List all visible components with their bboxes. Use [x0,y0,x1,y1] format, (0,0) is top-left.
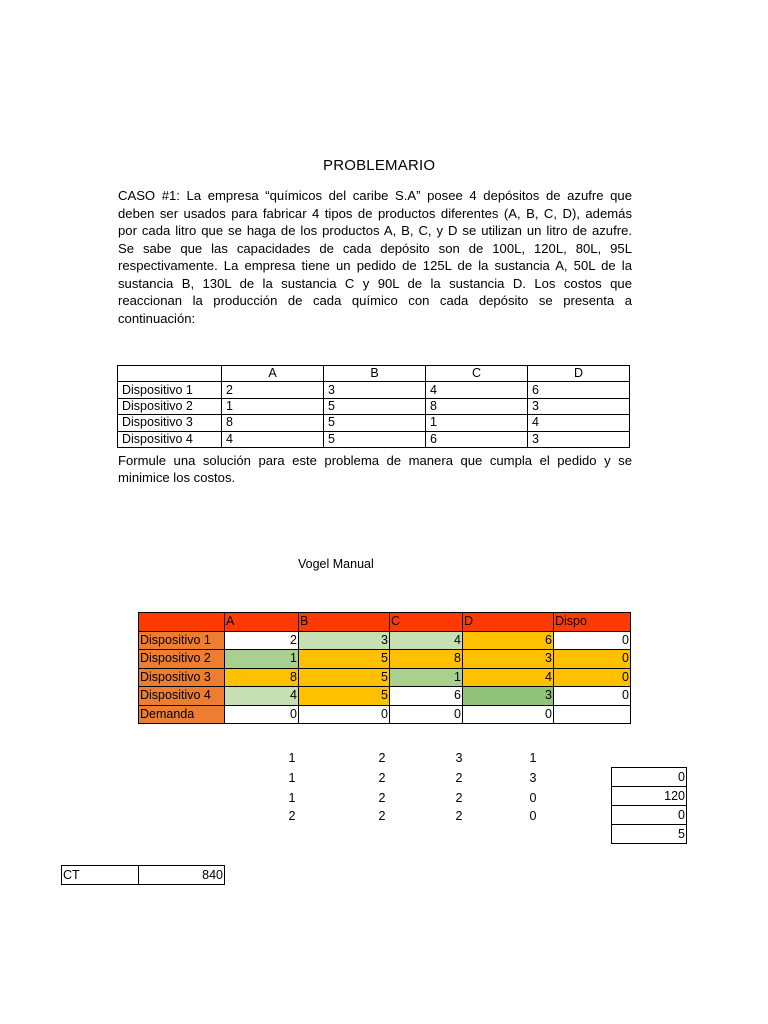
vogel-cell[interactable]: 0 [554,631,631,650]
header-cell: D [528,366,630,382]
cost-cell: 6 [426,431,528,447]
vogel-header-row [139,613,631,632]
cost-table-row [118,431,630,447]
vogel-cell[interactable]: 8 [390,650,463,669]
vogel-cell[interactable]: 0 [554,650,631,669]
penalty-cell[interactable]: 1 [288,771,296,785]
instructions-line: minimice los costos. [118,470,236,485]
vogel-cell[interactable]: 1 [390,668,463,687]
cost-cell: 5 [324,415,426,431]
penalty-cell[interactable]: 3 [455,751,463,765]
vogel-demand-row [139,705,631,724]
cost-table-row [118,382,630,398]
penalty-cell[interactable]: 1 [288,751,296,765]
ct-value[interactable]: 840 [139,866,225,885]
total-cost-table [61,865,225,885]
vogel-row [139,650,631,669]
cost-cell: 5 [324,398,426,414]
penalty-cell[interactable]: 1 [288,791,296,805]
penalty-cell[interactable]: 1 [529,751,537,765]
header-cell-empty [118,366,222,382]
dispo-penalty-cell[interactable]: 0 [612,768,687,787]
vogel-cell[interactable] [554,705,631,724]
vogel-row-label[interactable]: Dispositivo 3 [139,668,225,687]
vogel-cell[interactable]: 3 [463,687,554,706]
paragraph-line: continuación: [118,310,196,326]
vogel-cell[interactable]: 3 [299,631,390,650]
vogel-header-cell[interactable]: B [299,613,390,632]
vogel-row [139,631,631,650]
penalty-cell[interactable]: 2 [378,791,386,805]
paragraph-line: deben ser usados para fabricar 4 tipos de productos diferentes (A, B, C, D), además [118,205,632,221]
case-paragraph [118,187,632,327]
penalty-cell[interactable]: 2 [455,771,463,785]
dispo-penalty-column [611,767,687,844]
vogel-row-label[interactable]: Dispositivo 2 [139,650,225,669]
row-label: Dispositivo 3 [118,415,222,431]
cost-cell: 5 [324,431,426,447]
vogel-row [139,668,631,687]
vogel-row-label[interactable]: Demanda [139,705,225,724]
vogel-table [138,612,631,724]
vogel-row-label[interactable]: Dispositivo 1 [139,631,225,650]
vogel-cell[interactable]: 3 [463,650,554,669]
row-label: Dispositivo 1 [118,382,222,398]
row-label: Dispositivo 4 [118,431,222,447]
instructions-line: Formule una solución para este problema de manera que cumpla el pedido y se [118,453,632,468]
cost-cell: 1 [222,398,324,414]
penalty-cell[interactable]: 2 [378,751,386,765]
vogel-cell[interactable]: 0 [390,705,463,724]
penalty-cell[interactable]: 0 [529,791,537,805]
vogel-cell[interactable]: 0 [554,687,631,706]
penalty-cell[interactable]: 3 [529,771,537,785]
vogel-cell[interactable]: 4 [463,668,554,687]
ct-label[interactable]: CT [62,866,139,885]
vogel-section-title: Vogel Manual [298,557,374,571]
penalty-cell[interactable]: 2 [455,791,463,805]
vogel-cell[interactable]: 5 [299,687,390,706]
penalty-cell[interactable]: 2 [288,809,296,823]
cost-table [117,365,630,448]
vogel-cell[interactable]: 1 [225,650,299,669]
vogel-header-cell[interactable]: A [225,613,299,632]
vogel-row-label[interactable]: Dispositivo 4 [139,687,225,706]
header-cell: A [222,366,324,382]
cost-cell: 1 [426,415,528,431]
penalty-cell[interactable]: 2 [378,771,386,785]
paragraph-line: Se sabe que las capacidades de cada depósito son de 100L, 120L, 80L, 95L [118,240,632,256]
vogel-cell[interactable]: 4 [390,631,463,650]
cost-cell: 8 [222,415,324,431]
cost-table-row [118,398,630,414]
dispo-penalty-cell[interactable]: 120 [612,787,687,806]
vogel-header-cell[interactable] [139,613,225,632]
vogel-header-cell[interactable]: C [390,613,463,632]
vogel-cell[interactable]: 2 [225,631,299,650]
cost-cell: 4 [528,415,630,431]
cost-table-header-row [118,366,630,382]
cost-table-row [118,415,630,431]
paragraph-line: CASO #1: La empresa “químicos del caribe S.A” posee 4 depósitos de azufre que [118,188,632,203]
vogel-cell[interactable]: 5 [299,650,390,669]
vogel-cell[interactable]: 6 [390,687,463,706]
paragraph-line: reaccionan la producción de cada químico con cada depósito se presenta a [118,293,632,308]
cost-cell: 3 [528,431,630,447]
paragraph-line: por cada litro que se haga de los productos A, B, C, y D se utilizan un litro de azufre. [118,223,632,238]
vogel-cell[interactable]: 8 [225,668,299,687]
dispo-penalty-cell[interactable]: 5 [612,825,687,844]
cost-cell: 6 [528,382,630,398]
vogel-cell[interactable]: 0 [554,668,631,687]
instructions-text [118,452,632,486]
paragraph-line: respectivamente. La empresa tiene un pedido de 125L de la sustancia A, 50L de la [118,258,632,273]
penalty-cell[interactable]: 0 [529,809,537,823]
penalty-cell[interactable]: 2 [378,809,386,823]
dispo-penalty-cell[interactable]: 0 [612,806,687,825]
header-cell: B [324,366,426,382]
cost-cell: 2 [222,382,324,398]
vogel-cell[interactable]: 0 [225,705,299,724]
vogel-header-cell[interactable]: D [463,613,554,632]
vogel-cell[interactable]: 0 [463,705,554,724]
vogel-cell[interactable]: 0 [299,705,390,724]
header-cell: C [426,366,528,382]
cost-cell: 3 [528,398,630,414]
cost-cell: 4 [426,382,528,398]
cost-cell: 4 [222,431,324,447]
row-label: Dispositivo 2 [118,398,222,414]
document-title: PROBLEMARIO [323,157,436,174]
cost-cell: 3 [324,382,426,398]
vogel-row [139,687,631,706]
vogel-header-cell[interactable]: Dispo [554,613,631,632]
cost-cell: 8 [426,398,528,414]
vogel-cell[interactable]: 6 [463,631,554,650]
penalty-cell[interactable]: 2 [455,809,463,823]
vogel-cell[interactable]: 5 [299,668,390,687]
vogel-cell[interactable]: 4 [225,687,299,706]
paragraph-line: sustancia B, 130L de la sustancia C y 90L de la sustancia D. Los costos que [118,275,632,291]
